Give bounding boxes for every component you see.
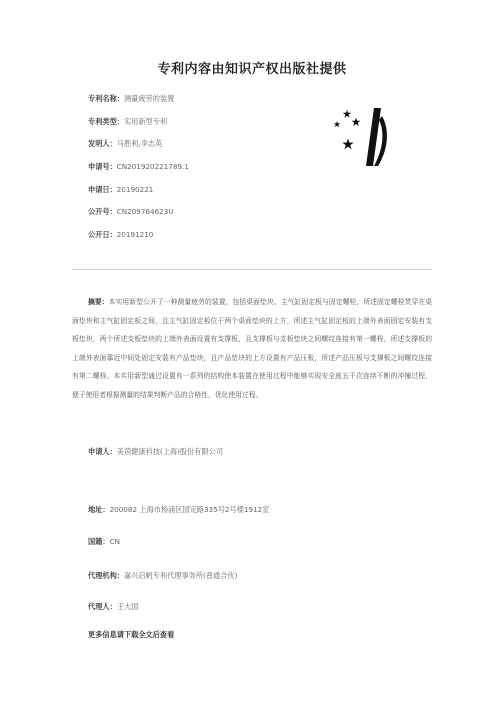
- applicant-value: 美茵健康科技(上海)股份有限公司: [116, 447, 224, 456]
- meta-label: 专利名称：: [88, 94, 124, 103]
- agency-value: 嘉兴启帆专利代理事务所(普通合伙): [123, 571, 238, 580]
- meta-value: CN209764623U: [116, 207, 174, 217]
- country-label: 国籍：: [88, 537, 110, 546]
- country-row: [88, 537, 428, 546]
- meta-label: 发明人：: [88, 139, 117, 149]
- meta-application-number: [88, 162, 189, 171]
- address-row: [88, 505, 428, 514]
- meta-value: 马胜利,李志英: [116, 139, 163, 149]
- divider: [72, 269, 432, 270]
- meta-label: 申请号：: [88, 162, 117, 172]
- agent-row: [88, 602, 428, 611]
- meta-value: 20191210: [116, 230, 154, 240]
- meta-patent-type: [88, 117, 189, 126]
- meta-label: 专利类型：: [88, 116, 124, 126]
- meta-inventors: [88, 139, 189, 148]
- page-title: 专利内容由知识产权出版社提供: [157, 62, 347, 77]
- meta-label: 公开号：: [88, 207, 117, 217]
- cnipa-emblem-icon: [318, 108, 400, 168]
- more-info-text: 更多信息请下载全文后查看: [88, 630, 175, 639]
- agent-label: 代理人：: [88, 602, 117, 611]
- abstract-text: 本实用新型公开了一种测量疲劳的装置，包括桌面垫块、主气缸固定板与固定螺栓，所述固定螺栓贯穿在桌面垫块和主气缸固定板之间，且主气缸固定板位于两个桌面垫块的上方，所述主气缸固定板的上端外表面固定安装有支板垫块，两个所述支板垫块的上端外表面设置有支撑板，且支撑板与支板垫块之间螺纹连接有第一螺栓，所述支撑板的上端外表面靠近中间处固定安装有产品垫块，且产品垫块的上方设置有产品压板，所述产品压板与支撑板之间螺纹连接有第二螺栓。本实用新型通过设置有一系列的结构使本装置在使用过程中能够实现安全座五千次连续不断的冲撞过程，便于使用者根据测量的结果判断产品的合格性，优化使用过程。: [72, 298, 433, 399]
- applicant-label: 申请人：: [88, 447, 117, 456]
- meta-publication-date: [88, 230, 189, 239]
- agent-value: 王大国: [116, 602, 139, 611]
- agency-row: [88, 571, 428, 580]
- star-icon: [343, 110, 351, 118]
- address-label: 地址：: [88, 505, 110, 514]
- meta-patent-name: [88, 94, 189, 103]
- meta-value: 20190221: [116, 184, 154, 194]
- star-icon: [352, 118, 361, 126]
- country-value: CN: [109, 537, 120, 546]
- meta-label: 公开日：: [88, 230, 117, 240]
- meta-label: 申请日：: [88, 184, 117, 194]
- meta-value: 实用新型专利: [123, 116, 168, 126]
- meta-value: CN201920221789.1: [116, 162, 189, 172]
- applicant-row: [88, 447, 428, 456]
- address-value: 200082 上海市杨浦区国定路335号2号楼1912室: [109, 505, 270, 514]
- star-icon: [342, 139, 353, 150]
- patent-meta: [88, 94, 189, 253]
- meta-value: 测量疲劳的装置: [123, 94, 175, 103]
- star-icon: [334, 121, 341, 127]
- abstract: [72, 293, 432, 405]
- meta-publication-number: [88, 207, 189, 216]
- abstract-label: 摘要：: [88, 298, 109, 306]
- agency-label: 代理机构：: [88, 571, 124, 580]
- meta-application-date: [88, 185, 189, 194]
